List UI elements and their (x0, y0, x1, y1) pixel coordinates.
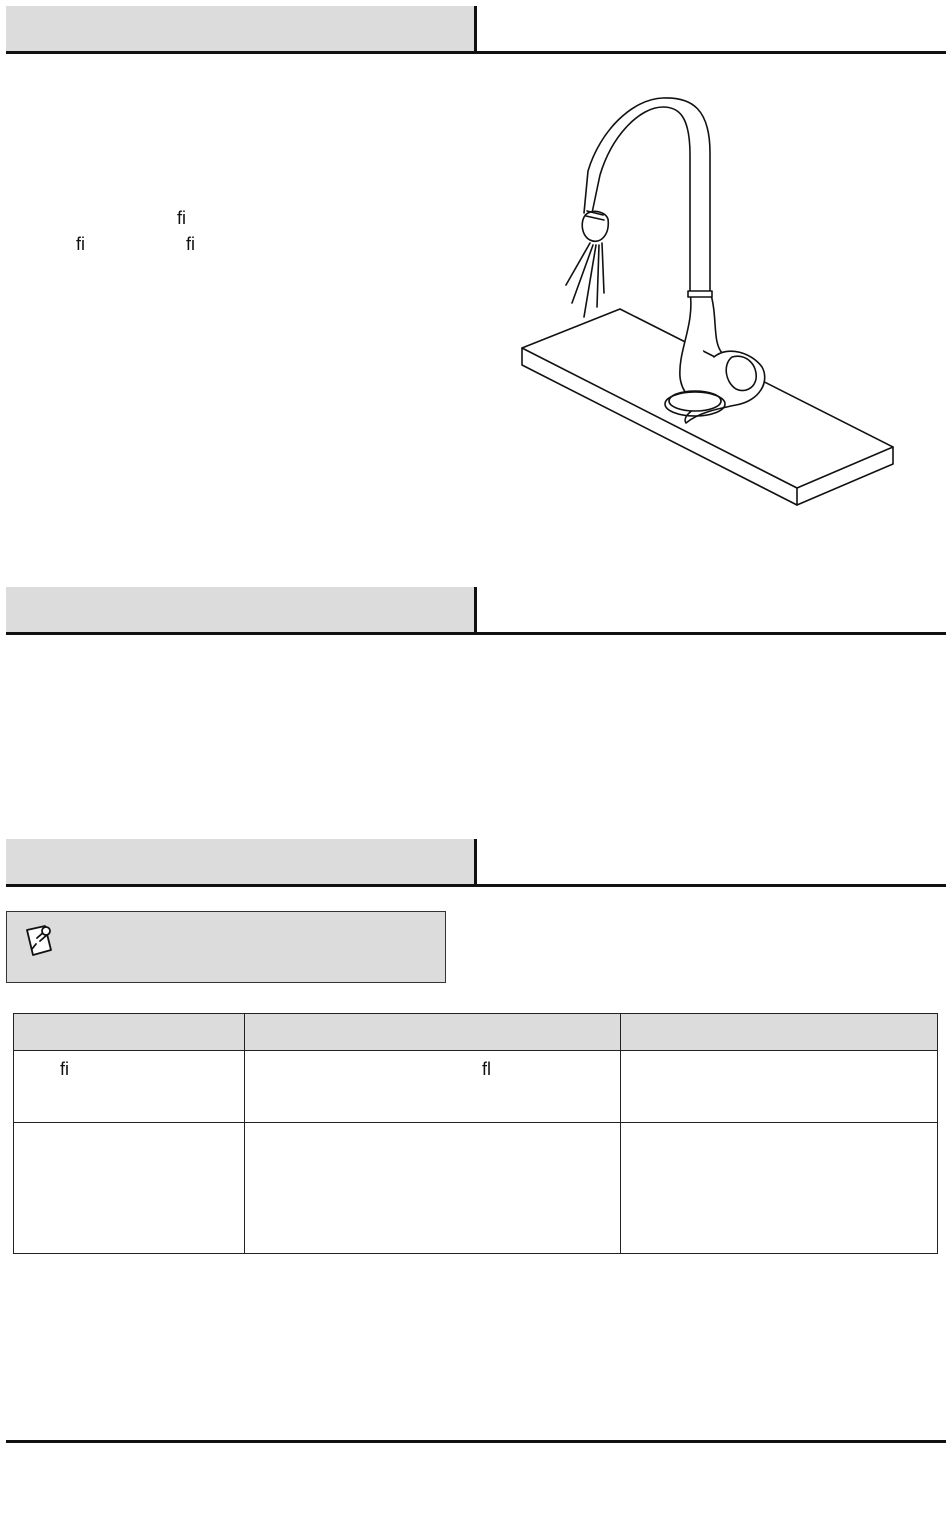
section-header-rule (6, 51, 946, 54)
table-row (14, 1123, 938, 1254)
section-header-tab (6, 587, 474, 633)
section-header-divider (474, 587, 477, 635)
table-cell (621, 1123, 938, 1254)
pushpin-note-icon (23, 922, 57, 958)
cell-text: fl (482, 1059, 491, 1079)
faucet-illustration (500, 95, 920, 515)
table-cell (621, 1051, 938, 1123)
section-header-divider (474, 6, 477, 54)
section-header-tab (6, 839, 474, 885)
section-header-rule (6, 632, 946, 635)
table-header-cell (14, 1014, 245, 1051)
intro-text-fragment: fi (177, 208, 186, 228)
section-header-rule (6, 884, 946, 887)
intro-text-fragment: fi (186, 234, 195, 254)
table-cell (14, 1123, 245, 1254)
section-header-tab (6, 6, 474, 52)
table-header-cell (621, 1014, 938, 1051)
troubleshooting-table (13, 1013, 938, 1254)
table-header-cell (245, 1014, 621, 1051)
cell-text: fi (60, 1059, 69, 1079)
table-cell (14, 1051, 245, 1123)
table-cell (245, 1051, 621, 1123)
section-header-2 (6, 587, 946, 635)
section-header-3 (6, 839, 946, 887)
section-header-1 (6, 6, 946, 54)
intro-text-fragment: fi (76, 234, 85, 254)
section-header-divider (474, 839, 477, 887)
note-box (6, 911, 446, 983)
table-cell (245, 1123, 621, 1254)
footer-rule (6, 1440, 946, 1443)
table-row (14, 1051, 938, 1123)
table-header-row (14, 1014, 938, 1051)
